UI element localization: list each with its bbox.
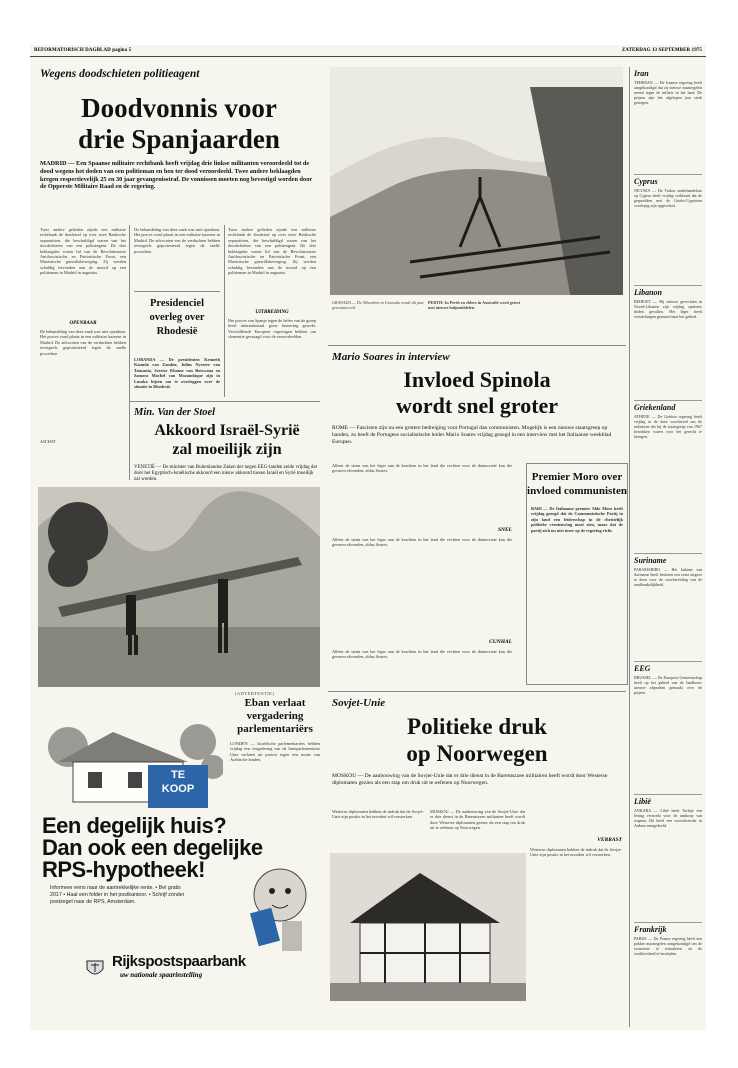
sidebar-item-title: Libanon (634, 288, 663, 297)
sidebar-item (634, 922, 702, 1035)
photo-caption-1: GRANADA — De Alhambra in Granada wordt dit jaar gerestaureerd. (332, 300, 425, 311)
ad-info: Informeer eens naar de aantrekkelijke rente. • Bel gratis 2017 • Haal een folder in het postkantoor. • Schrijf zonder postzegel naar de RPS, Amsterdam. (50, 885, 185, 905)
spain-headline-line2: drie Spanjaarden (78, 124, 280, 154)
soviet-kicker: Sovjet-Unie (332, 697, 386, 709)
israel-headline-line1: Akkoord Israël-Syrië (154, 422, 300, 439)
soviet-headline-line1: Politieke druk (407, 714, 547, 739)
moro-box (526, 463, 628, 685)
rhodesia-body: LOBANDA — De presidenten Kenneth Kaunda van Zambia, Julius Nyerere van Tanzania, Seretse Khama van Botswana en Samora Machel van Mozambique zijn in Lusaka bijeen om te overleggen over de situatie in Rhodesië. (134, 357, 220, 390)
soares-headline (332, 367, 622, 419)
sidebar-item-body: PARAMARIBO — Het kabinet van Suriname heeft besloten een extra uitgave te doen voor de voorbereiding van de onafhankelijkheid. (634, 567, 702, 587)
eban-headline-line1: Eban verlaat (244, 697, 306, 709)
sidebar-item (634, 553, 702, 661)
soviet-headline (332, 713, 622, 767)
sidebar-item (634, 400, 702, 553)
sidebar-item-body: NICOSIA — De Turkse onderhandelaar op Cyprus heeft vrijdag verklaard dat de gesprekken met de Grieks-Cyprioten voorlopig zijn opgeschort. (634, 188, 702, 208)
soares-body-2: Alleen de steun van het leger aan de krachten in het land die vechten voor de democratie kan die gevaren afwenden, aldus Soares. (332, 537, 512, 548)
sidebar-item-title: Frankrijk (634, 925, 667, 934)
sidebar-item-body: ANKARA — Libië heeft Turkije een lening verstrekt voor de aankoop van wapens. Dit heeft een woordvoerder in Ankara meegedeeld. (634, 808, 702, 828)
eban-body: LONDEN — Israëlische parlementariërs hebben vrijdag een vergadering van de Interparlementaire Unie verlaten uit protest tegen een motie van Arabische landen. (230, 741, 320, 763)
crest-icon (84, 957, 106, 979)
sidebar-item-title: Griekenland (634, 403, 676, 412)
uitbreiding-body: Het proces van Spanje tegen de leden van de groep heeft internationaal grote beroering gewekt. Verschillende Europese regeringen hebben om clementie gevraagd voor de veroordeelden. (228, 318, 316, 340)
spain-subhead-aschat: ASCHAT (40, 439, 56, 444)
ad-headline-line3: RPS-hypotheek! (42, 857, 205, 882)
ad-brand: Rijkspostspaarbank (112, 953, 246, 970)
ad-headline-line1: Een degelijk huis? (42, 813, 227, 838)
soares-headline-line1: Invloed Spinola (403, 367, 551, 392)
moro-headline: Premier Moro over invloed communisten (527, 471, 627, 497)
sidebar-item-title: EEG (634, 664, 651, 673)
sidebar-item (634, 174, 702, 285)
sidebar-item-body: ATHENE — De Griekse regering heeft vrijdag in de kern voorbereid om de militairen die bij de staatsgreep van 1967 betrokken waren voor het gerecht te brengen. (634, 414, 702, 439)
sidebar-item (634, 794, 702, 922)
soviet-body-2: MOSKOU — De aanbouwing van de Sovjet-Unie dat er drie dienst in de Barentszzee militairen heeft wordt door Westerse diplomaten gezien als een stap om druk uit te oefenen op Noorwegen. (430, 809, 525, 831)
masthead-left: REFORMATORISCH DAGBLAD pagina 5 (34, 48, 132, 53)
sidebar-item-body: TEHERAN — De Iraanse regering heeft aangekondigd dat zij nieuwe maatregelen neemt tegen de inflatie in het land. De prijzen zijn het afgelopen jaar sterk gestegen. (634, 80, 702, 105)
ad-label: (ADVERTENTIE) (235, 691, 275, 696)
rhodesia-headline: Presidenciel overleg over Rhodesië (149, 298, 205, 337)
spain-body-2: De behandeling van deze zaak was niet openbaar. Het proces vond plaats in een militaire kazerne in Madrid. De advocaten van de verdachten hebben tevergeefs geprotesteerd tegen de snelle procedure. (40, 329, 126, 356)
sidebar-item (634, 67, 702, 174)
spain-body: Twee andere gelieden zijnde een militaire rechtbank de doodstraf op over twee Baskische separatisten, die beschuldigd waren van het doodschieten van een politieagent. De drie beklaagden waren lid van de Revolutionaire Antifascistische en Patriottische Front, een Maoïstische guerrillabeweging. Zij werden schuldig bevonden aan de moord op een politieman in Madrid in augustus. (40, 227, 126, 276)
spain-continued: De behandeling van deze zaak was niet openbaar. Het proces vond plaats in een militaire kazerne in Madrid. De advocaten van de verdachten hebben tevergeefs geprotesteerd tegen de snelle procedure. (134, 227, 220, 254)
soares-body: Alleen de steun van het leger aan de krachten in het land die vechten voor de democratie kan die gevaren afwenden, aldus Soares. (332, 463, 512, 474)
photo-caption-2: PERTH: In Perth en elders in Australië werd getest met nieuwe hulpmiddelen. (428, 300, 520, 311)
soviet-body-3: Westerse diplomaten hebben de indruk dat de Sovjet-Unie zijn positie in het noorden wil versterken. (530, 847, 622, 858)
spain-subhead-openbaar: OPENBAAR (69, 321, 97, 326)
eban-headline (230, 697, 320, 736)
ad-sign-line2: KOOP (161, 783, 195, 795)
newspaper-page (30, 45, 706, 1030)
sidebar-item (634, 285, 702, 400)
sidebar-item (634, 661, 702, 794)
soviet-subhead: VERRAST (597, 837, 622, 843)
sidebar-item-body: BEIROET — Bij nieuwe gevechten in Noord-Libanon zijn vrijdag opnieuw doden gevallen. Het leger heeft versterkingen gestuurd naar het gebied. (634, 299, 702, 319)
photo-house (330, 853, 526, 1001)
soviet-headline-line2: op Noorwegen (406, 741, 548, 766)
spain-lead: MADRID — Een Spaanse militaire rechtbank heeft vrijdag drie linkse militanten veroordeeld tot de dood wegens het doden van een politieman en hen ter dood veroordeeld. Twee andere beklaagden kregen respectievelijk 25 en 30 jaar gevangenisstraf. De vonnissen moeten nog bevestigd worden door de Opperste Militaire Raad en de regering. (40, 160, 313, 191)
soares-kicker: Mario Soares in interview (332, 351, 450, 363)
soares-body-3: Alleen de steun van het leger aan de krachten in het land die vechten voor de democratie kan die gevaren afwenden, aldus Soares. (332, 649, 512, 660)
spain-headline (40, 93, 318, 155)
sidebar-item-title: Iran (634, 69, 649, 78)
ad-headline-line2: Dan ook een degelijke (42, 835, 263, 860)
spain-headline-line1: Doodvonnis voor (81, 93, 277, 123)
soviet-lead: MOSKOU — De aanbouwing van de Sovjet-Unie dat er drie dienst in de Barentszzee militairen heeft wordt door Westerse diplomaten gezien als een stap om druk uit te oefenen op Noorwegen. (332, 773, 608, 786)
eban-headline-line2: vergadering (246, 710, 304, 722)
spain-kicker: Wegens doodschieten politieagent (40, 68, 200, 80)
news-sidebar (634, 67, 702, 1035)
soviet-body: Westerse diplomaten hebben de indruk dat de Sovjet-Unie zijn positie in het noorden wil versterken. (332, 809, 424, 820)
israel-kicker: Min. Van der Stoel (134, 407, 216, 418)
israel-lead: VENETIË — De minister van Buitenlandse Zaken der negen EEG-landen zeide vrijdag dat door het Egyptisch-Israëlische akkoord een nieuw akkoord tussen Israël en Syrië moeilijk zal worden. (134, 465, 317, 482)
sidebar-item-title: Libië (634, 797, 651, 806)
ad-for-sale-sign (148, 765, 208, 808)
soares-lead: ROME — Fascisten zijn nu een grotere bedreiging voor Portugal dan communisten. Mogelijk is een nieuwe staatsgreep op handen, zo heeft de Portugese socialistische leider Mario Soares vrijdag gezegd in een interview met het Italiaanse weekblad Europeo. (332, 425, 612, 445)
israel-headline (134, 421, 320, 459)
masthead-right: ZATERDAG 13 SEPTEMBER 1975 (621, 48, 702, 53)
sidebar-item-body: BRUSSEL — De Europese Gemeenschap heeft op het gebied van de landbouw nieuwe afspraken gemaakt over de prijzen. (634, 675, 702, 695)
photo-pole-sport (38, 487, 320, 687)
moro-body: BARI — De Italiaanse premier Aldo Moro heeft vrijdag gezegd dat de Communistische Partij in zijn land een leiderschap in de christelijk politieke vernieuwing moet zien, maar dat de partij zich nu niet meer op de regering richt. (531, 506, 623, 533)
lion-mascot-icon (250, 865, 310, 955)
soares-subhead-snel: SNEL (497, 527, 512, 533)
sidebar-item-body: PARIJS — De Franse regering heeft een pakket maatregelen aangekondigd om de economie te stimuleren en de werkloosheid te bestrijden. (634, 936, 702, 956)
soares-subhead-cunhal: CUNHAL (489, 639, 512, 645)
spain-third-col: Twee andere gelieden zijnde een militaire rechtbank de doodstraf op over twee Baskische separatisten, die beschuldigd waren van het doodschieten van een politieagent. De drie beklaagden waren lid van de Revolutionaire Antifascistische en Patriottische Front, een Maoïstische guerrillabeweging. Zij werden schuldig bevonden aan de moord op een politieman in Madrid in augustus. (228, 227, 316, 276)
israel-headline-line2: zal moeilijk zijn (172, 441, 282, 458)
eban-headline-line3: parlementariërs (237, 723, 313, 735)
ad-sign-line1: TE (170, 769, 186, 781)
uitbreiding-subhead: UITBREIDING (255, 310, 289, 315)
ad-tagline: uw nationale spaarinstelling (120, 971, 203, 979)
photo-waterfall (330, 67, 623, 295)
soares-headline-line2: wordt snel groter (395, 393, 559, 418)
sidebar-item-title: Suriname (634, 556, 667, 565)
sidebar-item-title: Cyprus (634, 177, 658, 186)
